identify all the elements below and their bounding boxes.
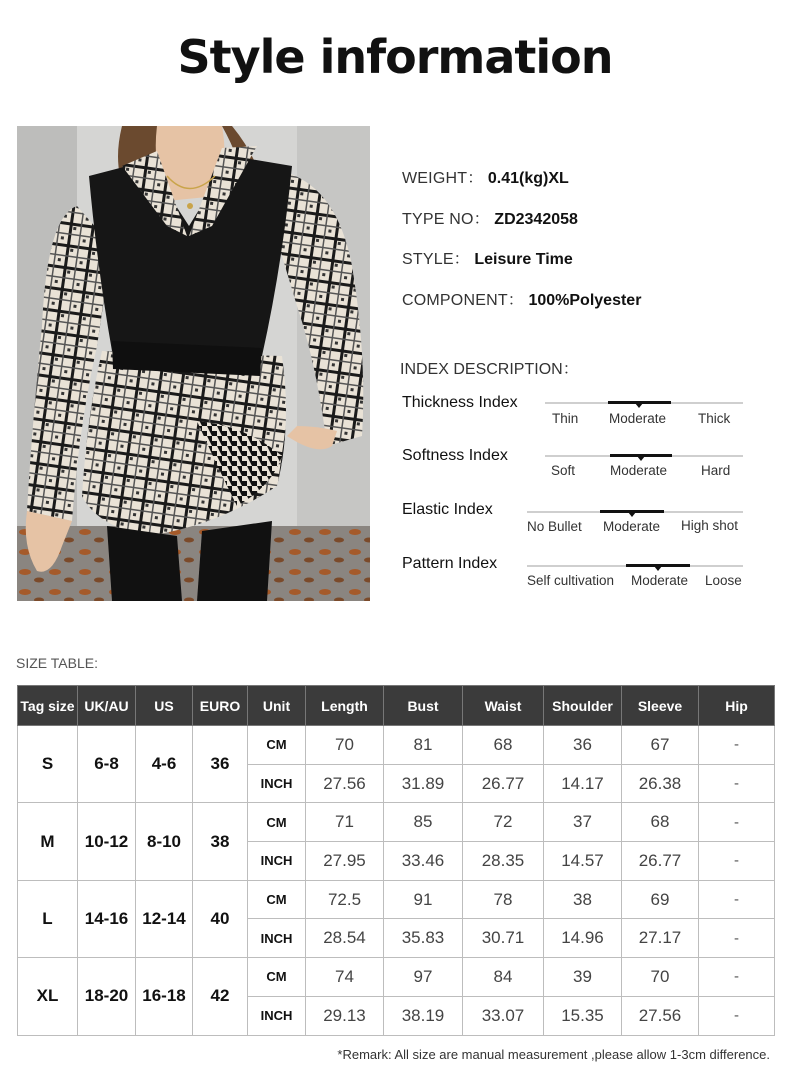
elastic-pointer-icon: [628, 512, 636, 517]
sleeve-cell: 26.38: [622, 764, 699, 803]
sleeve-cell: 68: [622, 803, 699, 842]
shoulder-cell: 37: [544, 803, 622, 842]
uk-size-cell: 10-12: [78, 803, 136, 880]
shoulder-cell: 14.57: [544, 842, 622, 881]
remark-note: *Remark: All size are manual measurement ,please allow 1-3cm difference.: [337, 1047, 770, 1062]
bust-cell: 33.46: [384, 842, 463, 881]
elastic-high-label: High shot: [681, 518, 739, 533]
bust-cell: 81: [384, 726, 463, 765]
header-sleeve: Sleeve: [622, 686, 699, 726]
weight-label: WEIGHT：: [402, 170, 484, 187]
pattern-index-label: Pattern Index: [402, 555, 498, 572]
tag-size-cell: L: [18, 880, 78, 957]
header-bust: Bust: [384, 686, 463, 726]
waist-cell: 30.71: [463, 919, 544, 958]
elastic-low-label: No Bullet: [527, 519, 582, 534]
unit-cell: INCH: [248, 919, 306, 958]
softness-high-label: Hard: [701, 463, 731, 478]
length-cell: 72.5: [306, 880, 384, 919]
hip-cell: -: [699, 996, 775, 1035]
weight-row: [402, 165, 569, 188]
pattern-low-label: Self cultivation: [527, 573, 615, 588]
style-row: [402, 246, 573, 269]
product-photo: [17, 126, 370, 601]
waist-cell: 84: [463, 958, 544, 997]
softness-mid-label: Moderate: [610, 463, 668, 478]
unit-cell: INCH: [248, 996, 306, 1035]
hip-cell: -: [699, 726, 775, 765]
length-cell: 70: [306, 726, 384, 765]
type-label: TYPE NO：: [402, 211, 490, 228]
thickness-index-label: Thickness Index: [402, 394, 518, 411]
header-uk-au: UK/AU: [78, 686, 136, 726]
unit-cell: INCH: [248, 764, 306, 803]
header-waist: Waist: [463, 686, 544, 726]
shoulder-cell: 14.96: [544, 919, 622, 958]
unit-cell: CM: [248, 803, 306, 842]
euro-size-cell: 40: [193, 880, 248, 957]
header-tag-size: Tag size: [18, 686, 78, 726]
softness-low-label: Soft: [551, 463, 576, 478]
tag-size-cell: S: [18, 726, 78, 803]
softness-index-label: Softness Index: [402, 447, 508, 464]
sleeve-cell: 69: [622, 880, 699, 919]
hip-cell: -: [699, 958, 775, 997]
header-unit: Unit: [248, 686, 306, 726]
elastic-mid-label: Moderate: [603, 519, 661, 534]
table-row: [18, 726, 775, 765]
waist-cell: 68: [463, 726, 544, 765]
size-table-title: SIZE TABLE:: [16, 655, 98, 671]
euro-size-cell: 36: [193, 726, 248, 803]
us-size-cell: 12-14: [136, 880, 193, 957]
table-row: [18, 803, 775, 842]
waist-cell: 72: [463, 803, 544, 842]
waist-cell: 33.07: [463, 996, 544, 1035]
elastic-index-label: Elastic Index: [402, 501, 493, 518]
type-row: [402, 206, 578, 229]
size-table: [17, 685, 775, 1036]
tag-size-cell: XL: [18, 958, 78, 1035]
page-title: Style information: [177, 30, 613, 84]
softness-pointer-icon: [637, 456, 645, 461]
unit-cell: CM: [248, 958, 306, 997]
component-value: 100%Polyester: [528, 292, 642, 309]
tag-size-cell: M: [18, 803, 78, 880]
shoulder-cell: 14.17: [544, 764, 622, 803]
shoulder-cell: 36: [544, 726, 622, 765]
thickness-mid-label: Moderate: [609, 411, 667, 426]
thickness-high-label: Thick: [698, 411, 731, 426]
uk-size-cell: 14-16: [78, 880, 136, 957]
uk-size-cell: 6-8: [78, 726, 136, 803]
shoulder-cell: 39: [544, 958, 622, 997]
header-shoulder: Shoulder: [544, 686, 622, 726]
length-cell: 27.56: [306, 764, 384, 803]
sleeve-cell: 67: [622, 726, 699, 765]
shoulder-cell: 38: [544, 880, 622, 919]
us-size-cell: 8-10: [136, 803, 193, 880]
bust-cell: 31.89: [384, 764, 463, 803]
shoulder-cell: 15.35: [544, 996, 622, 1035]
header-euro: EURO: [193, 686, 248, 726]
type-value: ZD2342058: [494, 211, 578, 228]
pattern-pointer-icon: [654, 566, 662, 571]
uk-size-cell: 18-20: [78, 958, 136, 1035]
index-description-heading: INDEX DESCRIPTION：: [400, 361, 579, 378]
hip-cell: -: [699, 919, 775, 958]
bust-cell: 35.83: [384, 919, 463, 958]
length-cell: 29.13: [306, 996, 384, 1035]
hip-cell: -: [699, 764, 775, 803]
us-size-cell: 16-18: [136, 958, 193, 1035]
bust-cell: 38.19: [384, 996, 463, 1035]
bust-cell: 85: [384, 803, 463, 842]
header-us: US: [136, 686, 193, 726]
length-cell: 71: [306, 803, 384, 842]
us-size-cell: 4-6: [136, 726, 193, 803]
weight-value: 0.41(kg)XL: [487, 170, 569, 187]
style-label: STYLE：: [402, 251, 470, 268]
sleeve-cell: 26.77: [622, 842, 699, 881]
waist-cell: 78: [463, 880, 544, 919]
table-row: [18, 880, 775, 919]
hip-cell: -: [699, 803, 775, 842]
component-label: COMPONENT：: [402, 292, 524, 309]
size-table-header: [18, 686, 775, 726]
euro-size-cell: 42: [193, 958, 248, 1035]
unit-cell: CM: [248, 726, 306, 765]
hip-cell: -: [699, 842, 775, 881]
euro-size-cell: 38: [193, 803, 248, 880]
style-value: Leisure Time: [474, 251, 573, 268]
unit-cell: CM: [248, 880, 306, 919]
length-cell: 74: [306, 958, 384, 997]
component-row: [402, 287, 641, 310]
sleeve-cell: 27.56: [622, 996, 699, 1035]
length-cell: 27.95: [306, 842, 384, 881]
length-cell: 28.54: [306, 919, 384, 958]
header-hip: Hip: [699, 686, 775, 726]
bust-cell: 97: [384, 958, 463, 997]
hip-cell: -: [699, 880, 775, 919]
unit-cell: INCH: [248, 842, 306, 881]
table-row: [18, 958, 775, 997]
thickness-pointer-icon: [635, 403, 643, 408]
sleeve-cell: 70: [622, 958, 699, 997]
waist-cell: 28.35: [463, 842, 544, 881]
pattern-high-label: Loose: [705, 573, 742, 588]
pattern-mid-label: Moderate: [631, 573, 689, 588]
sleeve-cell: 27.17: [622, 919, 699, 958]
waist-cell: 26.77: [463, 764, 544, 803]
bust-cell: 91: [384, 880, 463, 919]
thickness-low-label: Thin: [552, 411, 579, 426]
header-length: Length: [306, 686, 384, 726]
